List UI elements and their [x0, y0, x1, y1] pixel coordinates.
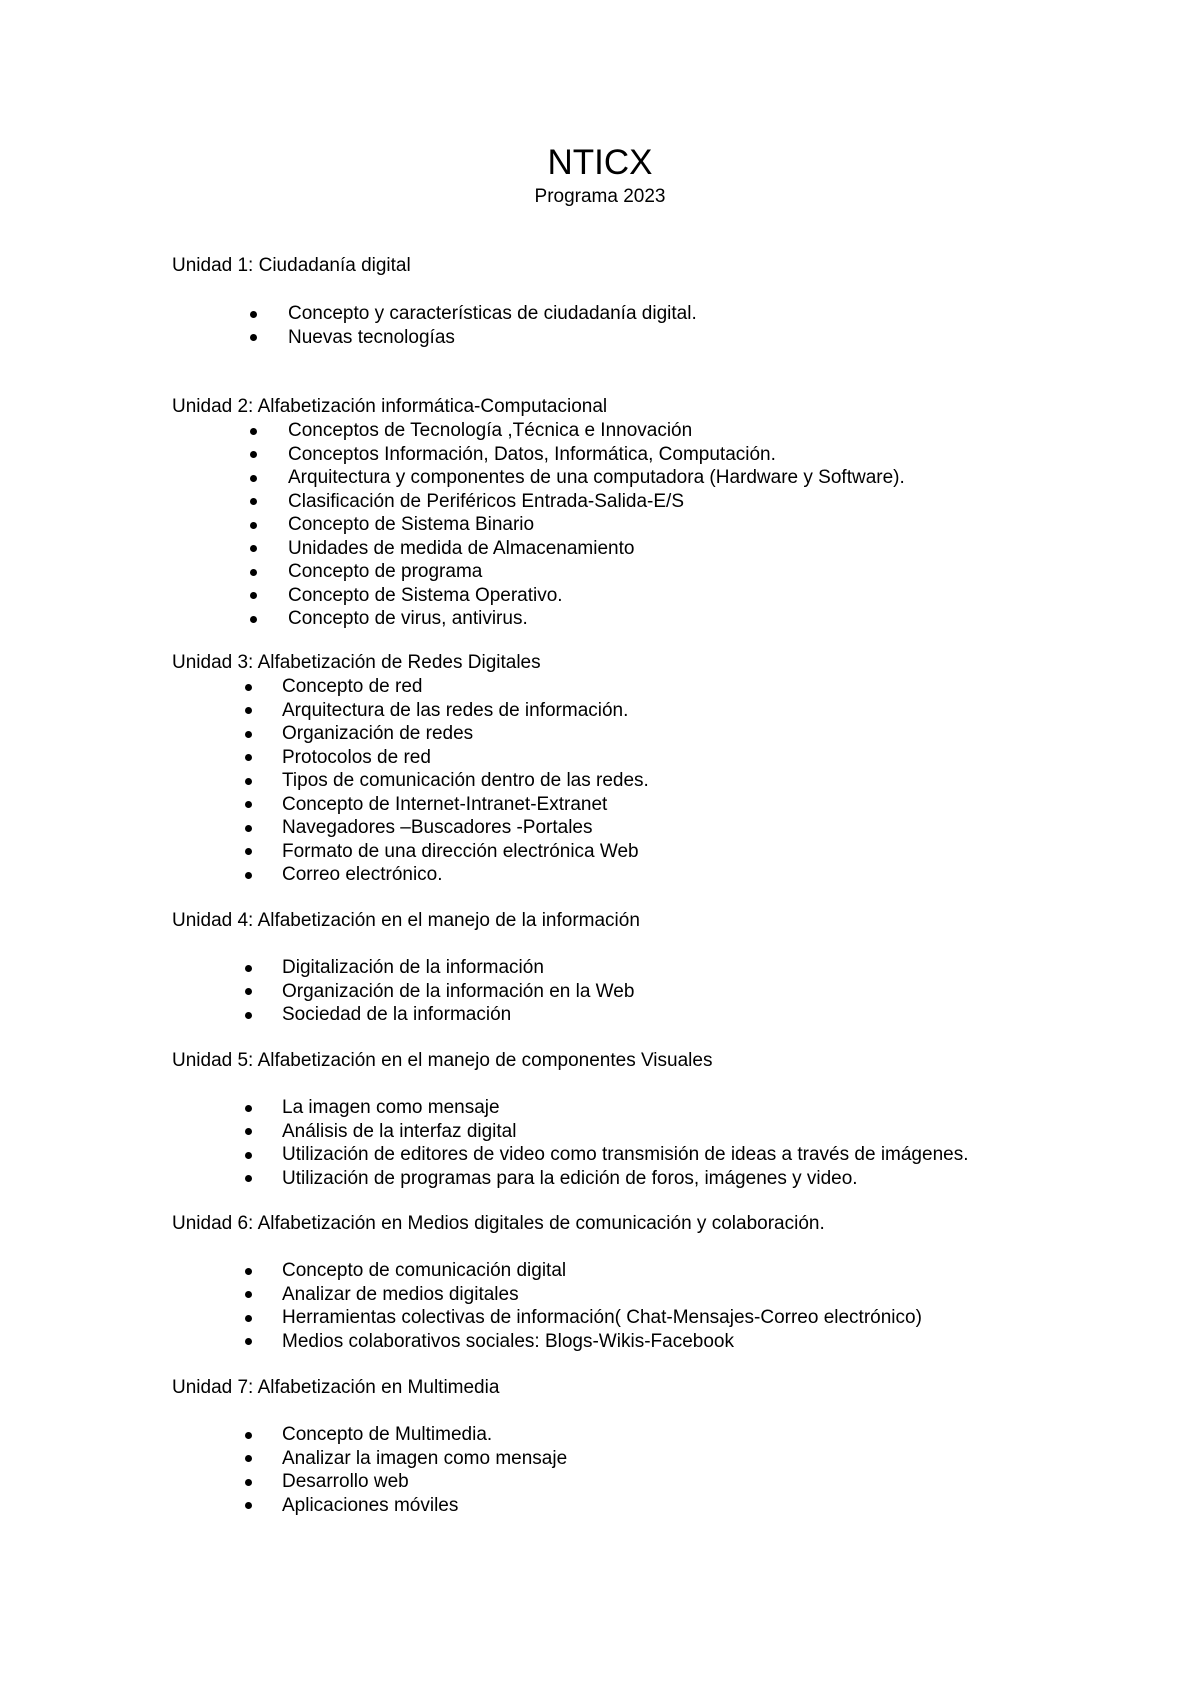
bullet-icon [250, 311, 257, 318]
unit-heading-6: Unidad 6: Alfabetización en Medios digitales de comunicación y colaboración. [172, 1213, 825, 1234]
bullet-icon [245, 872, 252, 879]
list-item-text: Tipos de comunicación dentro de las redes. [282, 770, 649, 791]
bullet-icon [250, 569, 257, 576]
bullet-icon [245, 684, 252, 691]
list-item [0, 769, 1200, 793]
list-item [0, 1096, 1200, 1120]
list-item [0, 513, 1200, 537]
list-item-text: Navegadores –Buscadores -Portales [282, 817, 593, 838]
bullet-icon [245, 1105, 252, 1112]
list-item [0, 302, 1200, 326]
list-item [0, 840, 1200, 864]
list-item-text: Analizar la imagen como mensaje [282, 1447, 568, 1469]
bullet-icon [250, 522, 257, 529]
list-item [0, 980, 1200, 1004]
list-item [0, 1003, 1200, 1027]
list-item [0, 746, 1200, 770]
list-item [0, 793, 1200, 817]
unit-6-topic-list [0, 1259, 1200, 1353]
unit-heading-7: Unidad 7: Alfabetización en Multimedia [172, 1377, 500, 1398]
list-item-text: Organización de la información en la Web [282, 980, 635, 1002]
list-item [0, 1120, 1200, 1144]
list-item [0, 419, 1200, 443]
list-item-text: Nuevas tecnologías [288, 326, 455, 348]
list-item [0, 326, 1200, 350]
bullet-icon [250, 498, 257, 505]
bullet-icon [245, 1128, 252, 1135]
list-item [0, 466, 1200, 490]
list-item-text: Sociedad de la información [282, 1004, 512, 1025]
unit-heading-1: Unidad 1: Ciudadanía digital [172, 255, 411, 276]
list-item-text: Clasificación de Periféricos Entrada-Salida-E/S [288, 490, 685, 512]
unit-1-topic-list [0, 302, 1200, 349]
list-item-text: Utilización de programas para la edición de foros, imágenes y video. [282, 1167, 858, 1189]
list-item-text: Concepto de comunicación digital [282, 1260, 567, 1281]
list-item-text: La imagen como mensaje [282, 1097, 500, 1118]
bullet-icon [250, 334, 257, 341]
unit-2-topic-list [0, 419, 1200, 631]
list-item [0, 1167, 1200, 1191]
list-item [0, 560, 1200, 584]
bullet-icon [245, 1268, 252, 1275]
list-item-text: Concepto de Multimedia. [282, 1424, 493, 1445]
list-item-text: Arquitectura de las redes de información. [282, 699, 629, 721]
list-item-text: Utilización de editores de video como transmisión de ideas a través de imágenes. [282, 1144, 969, 1165]
list-item-text: Concepto de virus, antivirus. [288, 608, 528, 629]
list-item [0, 1143, 1200, 1167]
bullet-icon [245, 778, 252, 785]
list-item-text: Protocolos de red [282, 746, 431, 768]
list-item-text: Aplicaciones móviles [282, 1494, 459, 1516]
list-item-text: Analizar de medios digitales [282, 1283, 519, 1305]
bullet-icon [245, 965, 252, 972]
unit-5-topic-list [0, 1096, 1200, 1190]
list-item [0, 1470, 1200, 1494]
unit-heading-3: Unidad 3: Alfabetización de Redes Digitales [172, 652, 541, 673]
list-item-text: Concepto y características de ciudadanía digital. [288, 303, 697, 324]
list-item [0, 1494, 1200, 1518]
list-item [0, 699, 1200, 723]
unit-4-topic-list [0, 956, 1200, 1027]
list-item-text: Conceptos Información, Datos, Informática, Computación. [288, 443, 776, 465]
list-item-text: Concepto de Internet-Intranet-Extranet [282, 793, 608, 815]
bullet-icon [245, 1479, 252, 1486]
bullet-icon [245, 1175, 252, 1182]
list-item [0, 1447, 1200, 1471]
bullet-icon [250, 616, 257, 623]
bullet-icon [245, 988, 252, 995]
bullet-icon [245, 801, 252, 808]
list-item [0, 863, 1200, 887]
bullet-icon [250, 592, 257, 599]
unit-3-topic-list [0, 675, 1200, 887]
list-item-text: Herramientas colectivas de información( Chat-Mensajes-Correo electrónico) [282, 1307, 922, 1328]
bullet-icon [245, 707, 252, 714]
list-item-text: Formato de una dirección electrónica Web [282, 840, 639, 862]
list-item-text: Digitalización de la información [282, 957, 544, 978]
bullet-icon [250, 451, 257, 458]
unit-7-topic-list [0, 1423, 1200, 1517]
list-item [0, 956, 1200, 980]
list-item-text: Concepto de Sistema Operativo. [288, 584, 563, 606]
list-item-text: Correo electrónico. [282, 864, 443, 885]
list-item [0, 1330, 1200, 1354]
list-item [0, 490, 1200, 514]
document-subtitle: Programa 2023 [534, 186, 666, 207]
unit-heading-5: Unidad 5: Alfabetización en el manejo de componentes Visuales [172, 1050, 713, 1071]
bullet-icon [245, 1152, 252, 1159]
bullet-icon [245, 1502, 252, 1509]
bullet-icon [245, 1012, 252, 1019]
bullet-icon [245, 1315, 252, 1322]
bullet-icon [245, 1291, 252, 1298]
list-item-text: Concepto de programa [288, 561, 483, 582]
list-item-text: Concepto de Sistema Binario [288, 514, 535, 535]
list-item [0, 1283, 1200, 1307]
bullet-icon [250, 545, 257, 552]
list-item-text: Concepto de red [282, 676, 423, 697]
bullet-icon [245, 731, 252, 738]
bullet-icon [245, 1432, 252, 1439]
list-item [0, 1259, 1200, 1283]
document-title: NTICX [547, 143, 653, 182]
unit-heading-4: Unidad 4: Alfabetización en el manejo de la información [172, 910, 640, 931]
list-item [0, 675, 1200, 699]
list-item [0, 443, 1200, 467]
list-item [0, 816, 1200, 840]
list-item-text: Análisis de la interfaz digital [282, 1120, 517, 1142]
list-item-text: Conceptos de Tecnología ,Técnica e Innovación [288, 420, 693, 441]
list-item-text: Desarrollo web [282, 1471, 409, 1492]
list-item-text: Organización de redes [282, 723, 474, 744]
list-item [0, 1423, 1200, 1447]
bullet-icon [250, 475, 257, 482]
bullet-icon [250, 428, 257, 435]
unit-heading-2: Unidad 2: Alfabetización informática-Computacional [172, 396, 608, 417]
bullet-icon [245, 848, 252, 855]
bullet-icon [245, 825, 252, 832]
list-item-text: Arquitectura y componentes de una computadora (Hardware y Software). [288, 467, 905, 488]
list-item-text: Unidades de medida de Almacenamiento [288, 537, 635, 559]
bullet-icon [245, 1455, 252, 1462]
list-item-text: Medios colaborativos sociales: Blogs-Wikis-Facebook [282, 1330, 734, 1352]
bullet-icon [245, 754, 252, 761]
bullet-icon [245, 1338, 252, 1345]
list-item [0, 1306, 1200, 1330]
list-item [0, 584, 1200, 608]
list-item [0, 607, 1200, 631]
list-item [0, 722, 1200, 746]
list-item [0, 537, 1200, 561]
